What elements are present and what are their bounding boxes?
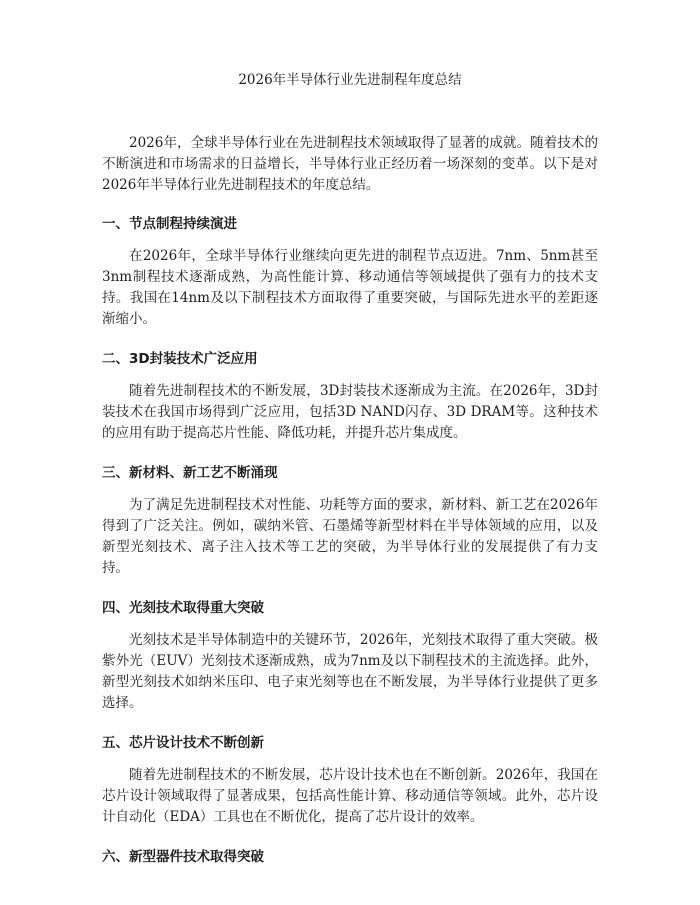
section-heading-6: 六、新型器件技术取得突破 xyxy=(102,849,264,865)
intro-paragraph: 2026年，全球半导体行业在先进制程技术领域取得了显著的成就。随着技术的不断演进和市场需求的日益增长，半导体行业正经历着一场深刻的变革。以下是对2026年半导体行业先进制程技术的年度总结。 xyxy=(102,135,598,193)
section-body-2: 随着先进制程技术的不断发展，3D封装技术逐渐成为主流。在2026年，3D封装技术在我国市场得到广泛应用，包括3D NAND闪存、3D DRAM等。这种技术的应用有助于提高芯片性能、降低功耗，并提升芯片集成度。 xyxy=(102,383,598,441)
section-body-3: 为了满足先进制程技术对性能、功耗等方面的要求，新材料、新工艺在2026年得到了广泛关注。例如，碳纳米管、石墨烯等新型材料在半导体领域的应用，以及新型光刻技术、离子注入技术等工艺的突破，为半导体行业的发展提供了有力支持。 xyxy=(102,497,598,576)
document-page xyxy=(102,70,598,879)
section-body-1: 在2026年，全球半导体行业继续向更先进的制程节点迈进。7nm、5nm甚至3nm制程技术逐渐成熟，为高性能计算、移动通信等领域提供了强有力的技术支持。我国在14nm及以下制程技术方面取得了重要突破，与国际先进水平的差距逐渐缩小。 xyxy=(102,248,598,327)
section-heading-1: 一、节点制程持续演进 xyxy=(102,216,237,232)
section-heading-2: 二、3D封装技术广泛应用 xyxy=(102,351,258,367)
section-body-4: 光刻技术是半导体制造中的关键环节，2026年，光刻技术取得了重大突破。极紫外光（EUV）光刻技术逐渐成熟，成为7nm及以下制程技术的主流选择。此外，新型光刻技术如纳米压印、电子束光刻等也在不断发展，为半导体行业提供了更多选择。 xyxy=(102,632,598,711)
section-heading-3: 三、新材料、新工艺不断涌现 xyxy=(102,465,278,481)
document-title: 2026年半导体行业先进制程年度总结 xyxy=(238,72,462,88)
section-body-5: 随着先进制程技术的不断发展，芯片设计技术也在不断创新。2026年，我国在芯片设计领域取得了显著成果，包括高性能计算、移动通信等领域。此外，芯片设计自动化（EDA）工具也在不断优化，提高了芯片设计的效率。 xyxy=(102,767,598,825)
section-heading-4: 四、光刻技术取得重大突破 xyxy=(102,600,264,616)
section-heading-5: 五、芯片设计技术不断创新 xyxy=(102,735,264,751)
